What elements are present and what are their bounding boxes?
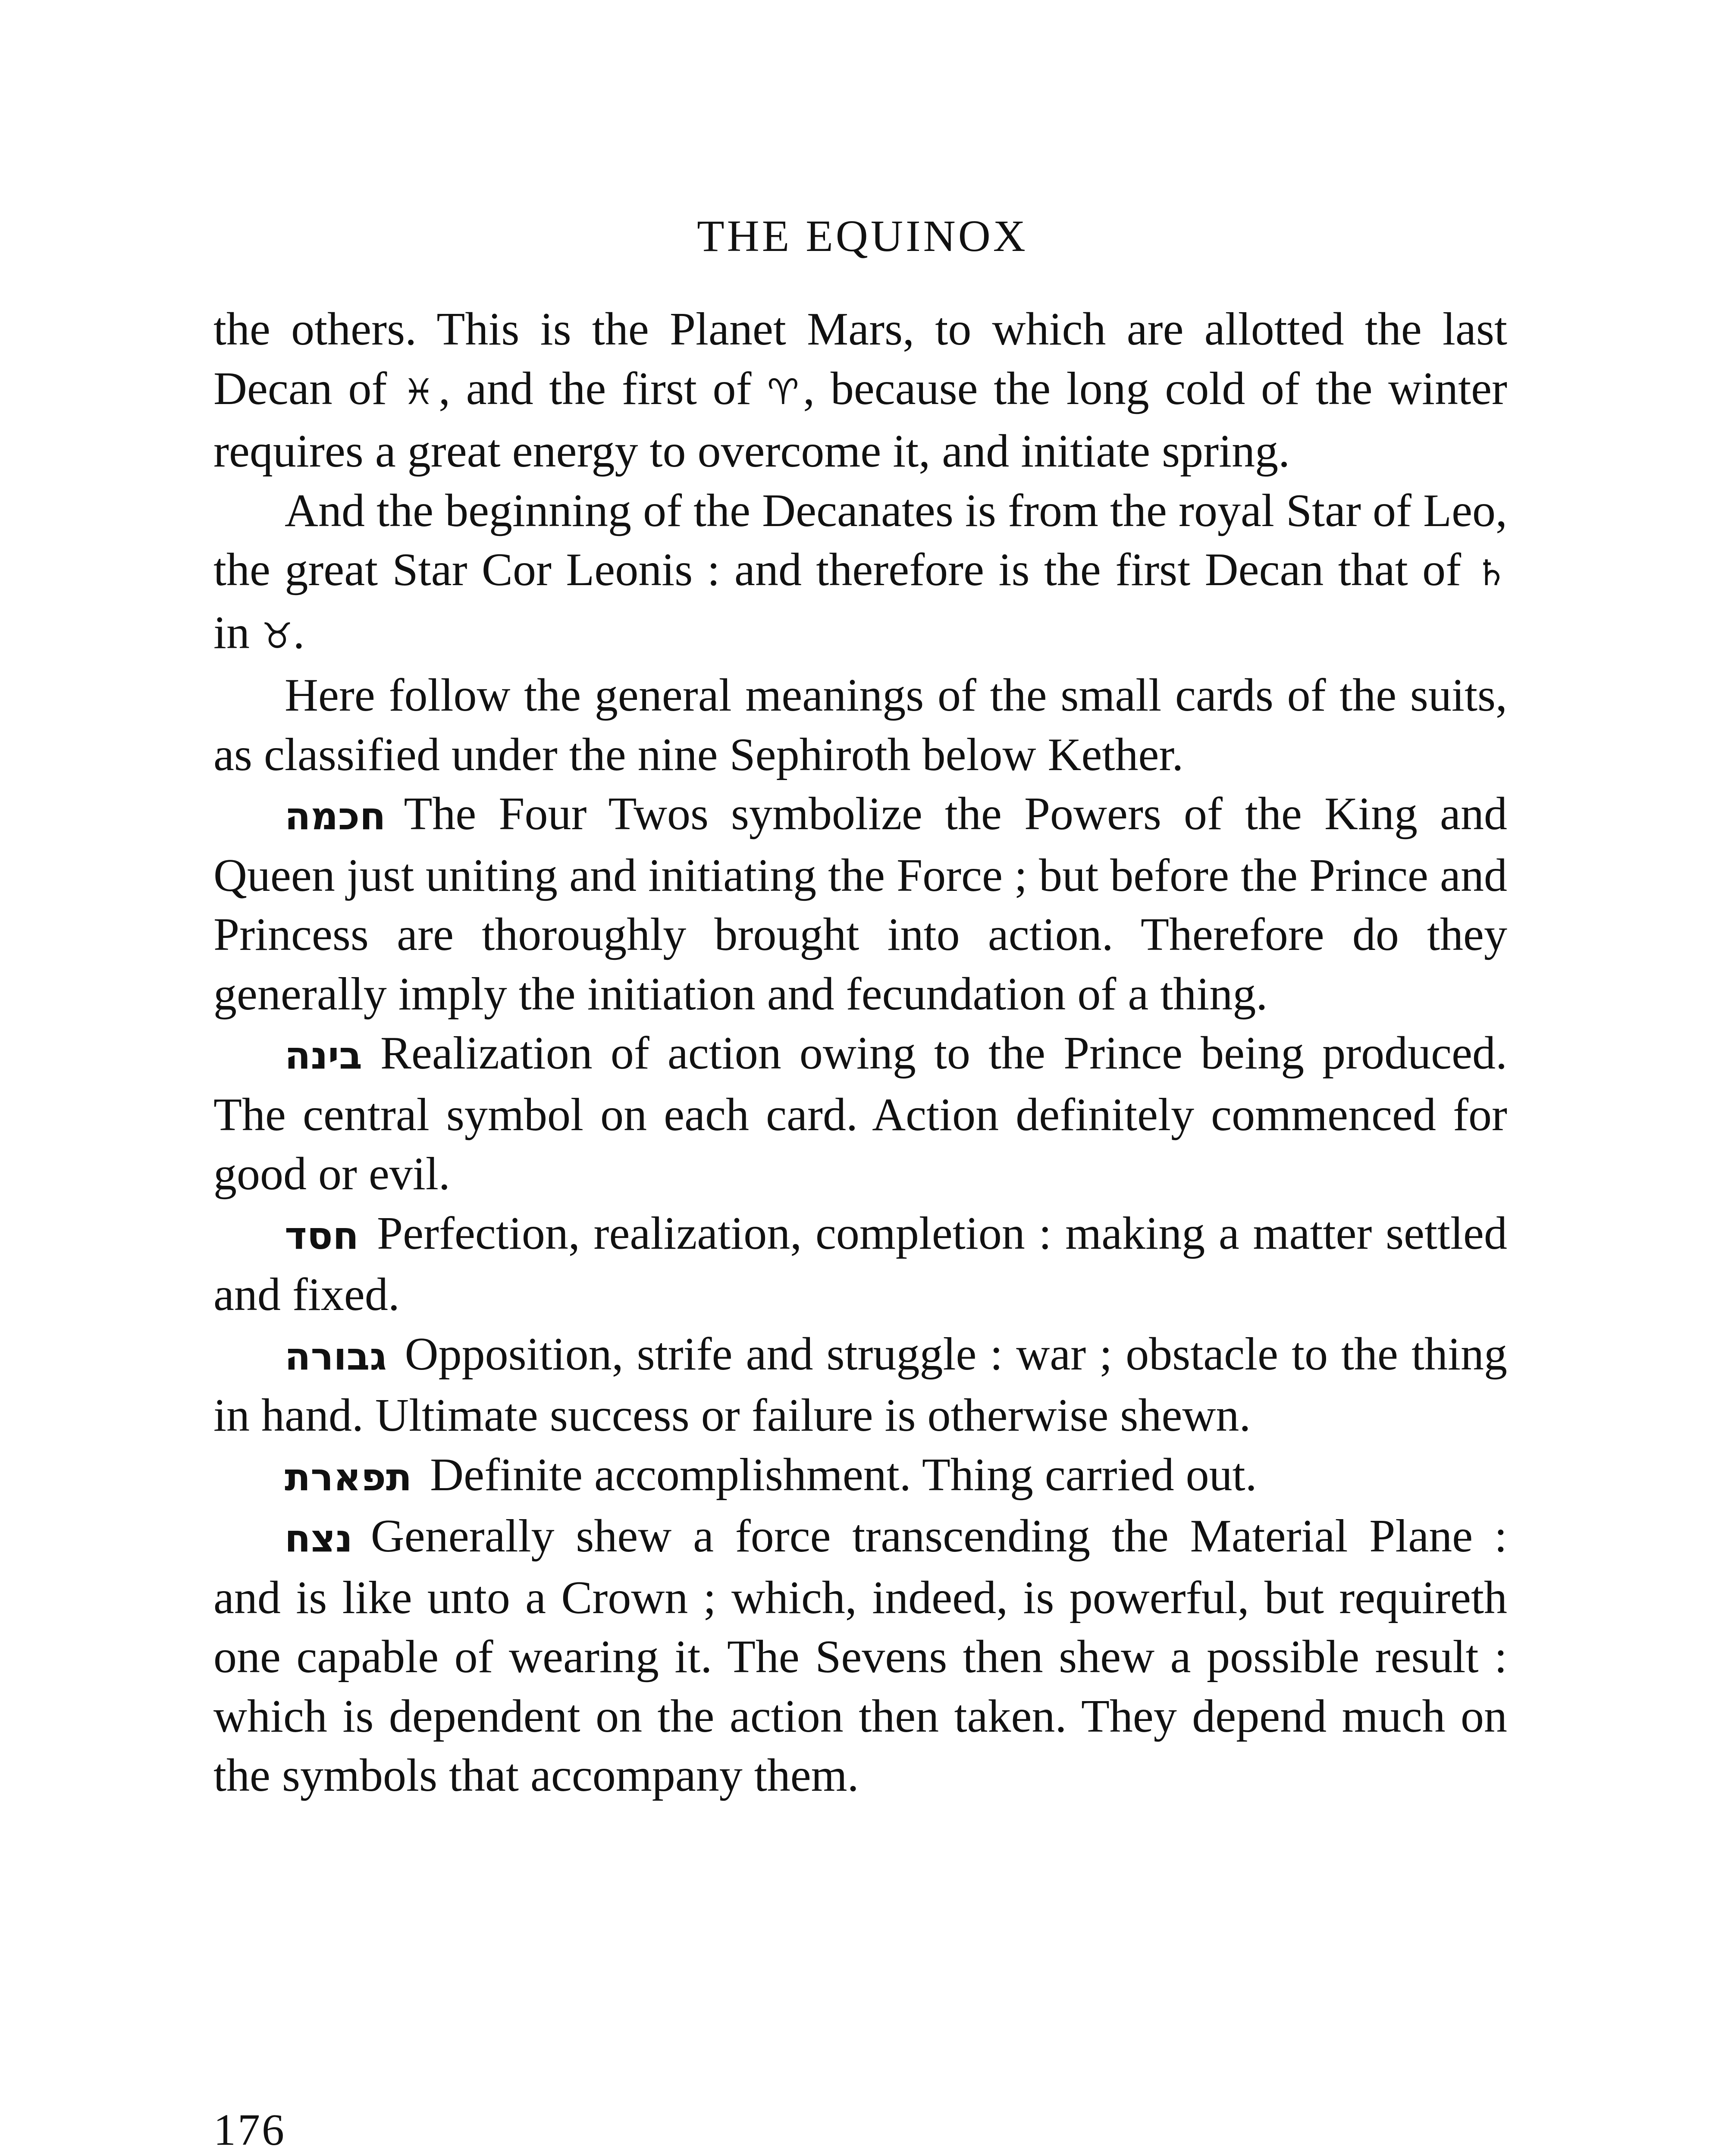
paragraph-netzach — [213, 1507, 1507, 1805]
paragraph-text: Realization of action owing to the Prince being produced. The central symbol on each card. Action definitely commenced for good or evil. — [213, 1028, 1507, 1200]
pisces-symbol: ♓ — [403, 371, 439, 413]
paragraph-text: Definite accomplishment. Thing carried out. — [430, 1449, 1257, 1501]
paragraph-text: in — [213, 607, 262, 658]
paragraph-text: . — [293, 607, 305, 658]
paragraph-chokmah — [213, 784, 1507, 1024]
paragraph-text: Here follow the general meanings of the small cards of the suits, as classified under the nine Sephiroth below Kether. — [213, 670, 1507, 780]
hebrew-heading: גבורה — [285, 1334, 387, 1379]
hebrew-heading: תפארת — [285, 1454, 412, 1499]
hebrew-heading: חכמה — [285, 794, 386, 838]
aries-symbol: ♈ — [767, 371, 803, 413]
paragraph-chesed — [213, 1204, 1507, 1325]
paragraph-tiphareth — [213, 1445, 1507, 1507]
paragraph-geburah — [213, 1325, 1507, 1445]
paragraph-text: the others. This is the Planet Mars, to which are allotted the last Decan of — [213, 304, 1507, 414]
hebrew-heading: נצח — [285, 1516, 353, 1561]
paragraph-text: Perfection, realization, completion : making a matter settled and fixed. — [213, 1207, 1507, 1320]
paragraph-text: Opposition, strife and struggle : war ; obstacle to the thing in hand. Ultimate success or failure is otherwise shewn. — [213, 1328, 1507, 1441]
paragraph-general-meanings — [213, 666, 1507, 784]
hebrew-heading: בינה — [285, 1033, 362, 1078]
taurus-symbol: ♉ — [261, 615, 293, 657]
paragraph-binah — [213, 1024, 1507, 1204]
body-text — [213, 300, 1507, 1805]
paragraph-text: The Four Twos symbolize the Powers of the King and Queen just uniting and initiating the Force ; but before the Prince and Princess are thoroughly brought into action. Therefore do they generally imply the initiation and fecundation of a thing. — [213, 788, 1507, 1020]
page-number: 176 — [213, 2105, 286, 2155]
paragraph-text: , because the long cold of the winter requires a great energy to overcome it, and initiate spring. — [213, 363, 1508, 477]
hebrew-heading: חסד — [285, 1213, 359, 1258]
paragraph-decanates — [213, 481, 1507, 666]
paragraph-text: And the beginning of the Decanates is from the royal Star of Leo, the great Star Cor Leonis : and therefore is the first Decan that of — [213, 485, 1507, 595]
paragraph-mars-decan — [213, 300, 1507, 481]
paragraph-text: , and the first of — [439, 363, 768, 414]
running-title: THE EQUINOX — [697, 211, 1028, 261]
paragraph-text: Generally shew a force transcending the Material Plane : and is like unto a Crown ; which, indeed, is powerful, but requireth one capable of wearing it. The Sevens then shew a possible result : which is dependent on the action then taken. They depend much on the symbols that accompany them. — [213, 1510, 1507, 1801]
saturn-symbol: ♄ — [1475, 553, 1507, 594]
